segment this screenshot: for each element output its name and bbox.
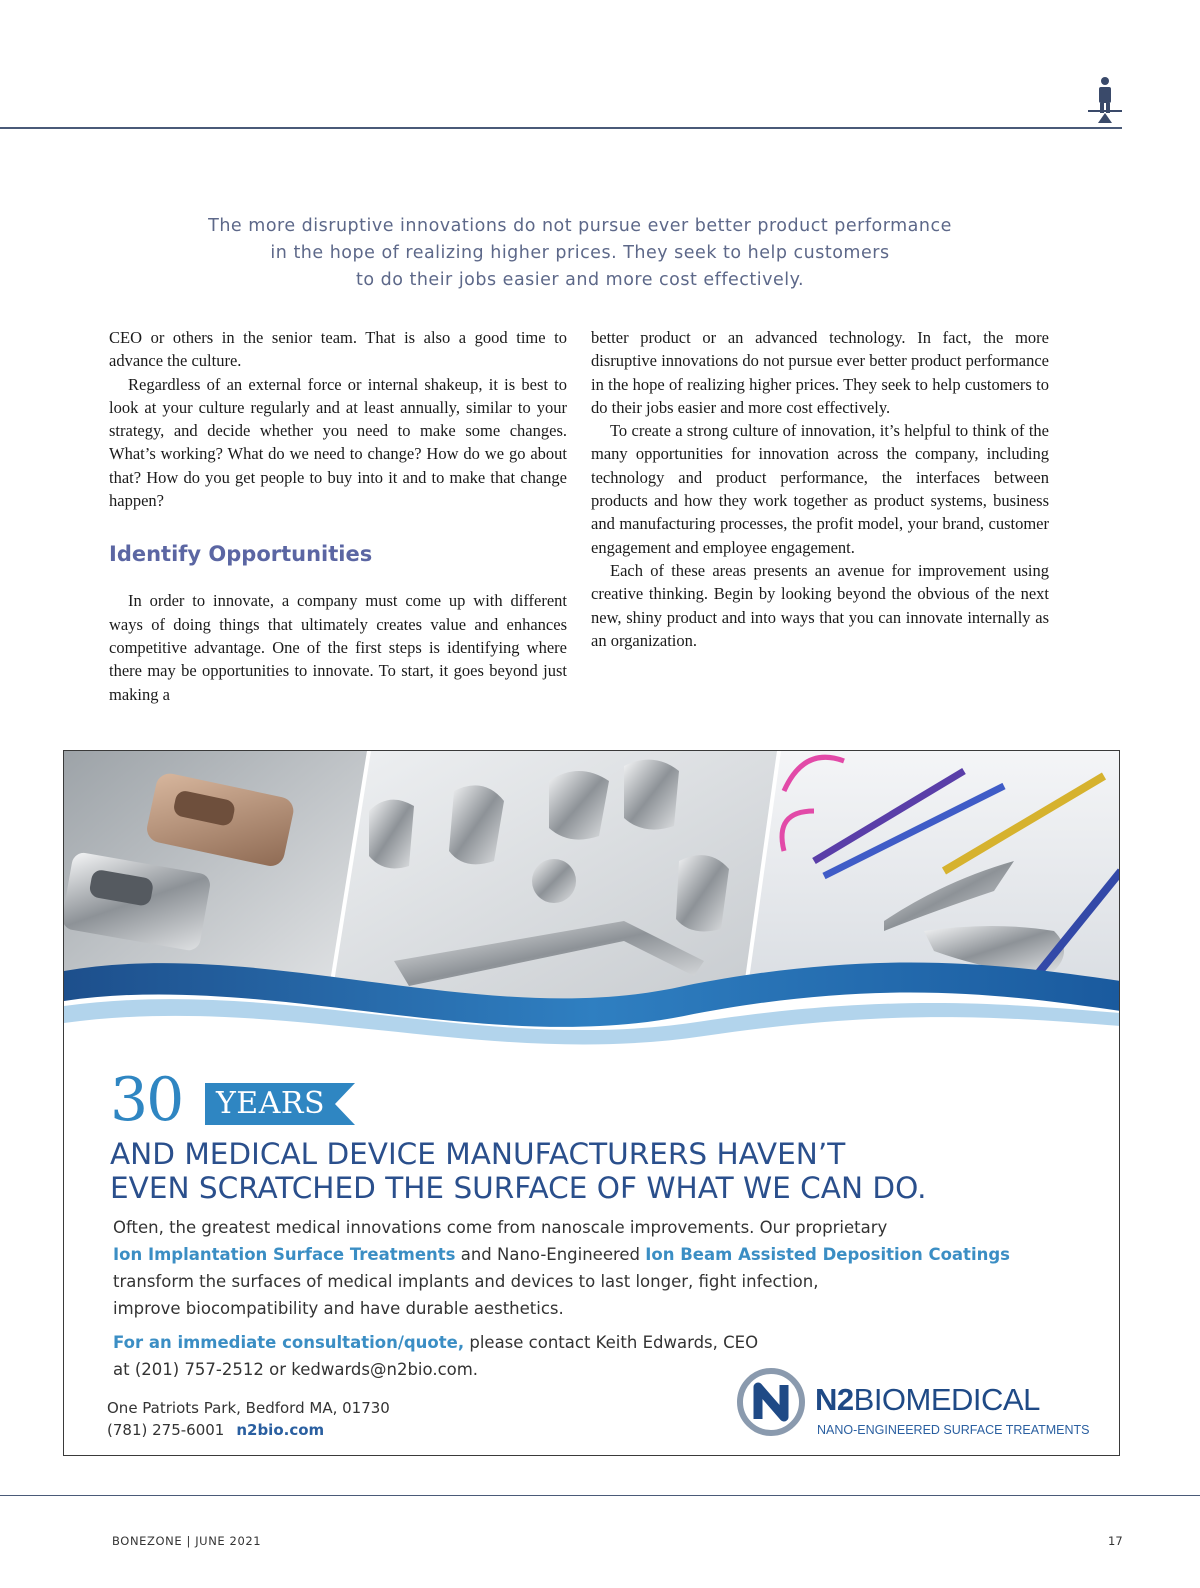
- article-column-left: [109, 326, 567, 706]
- medical-devices-photo: [64, 751, 1120, 1071]
- header-rule: [0, 127, 1122, 129]
- ad-phone-line: [107, 1419, 390, 1441]
- page-number: 17: [1108, 1534, 1123, 1548]
- ad-address-line: One Patriots Park, Bedford MA, 01730: [107, 1399, 390, 1417]
- n2-biomedical-logo-icon: [736, 1367, 806, 1437]
- article-paragraph: Regardless of an external force or internal shakeup, it is best to look at your culture regularly and at least annually, similar to your strategy, and decide whether you need to make some changes. What’s working? What do we need to change? How do we go about that? How do you get people to buy into it and to make that change happen?: [109, 374, 567, 511]
- footer-publication: BONEZONE | JUNE 2021: [112, 1534, 262, 1548]
- ad-contact: [113, 1329, 758, 1383]
- advertisement[interactable]: [63, 750, 1120, 1456]
- pull-quote: [100, 213, 1060, 294]
- ad-phone: (781) 275-6001: [107, 1421, 225, 1439]
- ad-contact-highlight: For an immediate consultation/quote,: [113, 1333, 465, 1352]
- ad-body-line: Often, the greatest medical innovations come from nanoscale improvements. Our proprietary: [113, 1218, 888, 1237]
- article-column-right: [591, 326, 1049, 652]
- article-paragraph: In order to innovate, a company must come up with different ways of doing things that ultimately creates value and enhances competitive advantage. One of the first steps is identifying where there may be opportunities to innovate. To start, it goes beyond just making a: [109, 591, 567, 704]
- section-heading: Identify Opportunities: [109, 542, 373, 567]
- ad-address: [107, 1397, 390, 1441]
- ad-highlight: Ion Beam Assisted Deposition Coatings: [645, 1245, 1010, 1264]
- ad-headline: [110, 1137, 1100, 1205]
- ad-body-text: and Nano-Engineered: [455, 1245, 646, 1264]
- pull-quote-line: to do their jobs easier and more cost effectively.: [355, 270, 805, 290]
- ad-body-line: transform the surfaces of medical implants and devices to last longer, fight infection,: [113, 1272, 819, 1291]
- ad-years-label: YEARS: [216, 1086, 326, 1121]
- ad-contact-line: [113, 1329, 758, 1356]
- ad-headline-line: EVEN SCRATCHED THE SURFACE OF WHAT WE CAN DO.: [110, 1171, 927, 1205]
- ad-body-line: [113, 1241, 1073, 1268]
- brand-name: [815, 1382, 1040, 1418]
- ad-headline-line: AND MEDICAL DEVICE MANUFACTURERS HAVEN’T: [110, 1137, 846, 1171]
- brand-tagline: NANO-ENGINEERED SURFACE TREATMENTS: [817, 1423, 1090, 1437]
- article-paragraph: CEO or others in the senior team. That is also a good time to advance the culture.: [109, 328, 567, 371]
- footer-rule: [0, 1495, 1200, 1496]
- ad-years-number: 30: [110, 1065, 183, 1135]
- ad-body-line: improve biocompatibility and have durable aesthetics.: [113, 1299, 564, 1318]
- article-paragraph: Each of these areas presents an avenue for improvement using creative thinking. Begin by looking beyond the obvious of the next new, shiny product and into ways that you can innovate internally as an organization.: [591, 560, 1049, 650]
- ad-highlight: Ion Implantation Surface Treatments: [113, 1245, 456, 1264]
- brand-name-bold: N2: [815, 1382, 854, 1417]
- article-paragraph: To create a strong culture of innovation, it’s helpful to think of the many opportunities for innovation across the company, including technology and product performance, the interfaces between products and how they work together as product systems, business and manufacturing processes, the profit model, your brand, customer engagement and employee engagement.: [591, 421, 1049, 557]
- ad-body: [113, 1214, 1073, 1322]
- ad-contact-line: at (201) 757-2512 or kedwards@n2bio.com.: [113, 1360, 479, 1379]
- ad-contact-text: please contact Keith Edwards, CEO: [464, 1333, 759, 1352]
- article-paragraph: better product or an advanced technology. In fact, the more disruptive innovations do not pursue ever better product performance in the hope of realizing higher prices. They seek to help customers to do their jobs easier and more cost effectively.: [591, 328, 1049, 417]
- pull-quote-line: in the hope of realizing higher prices. They seek to help customers: [270, 243, 890, 263]
- brand-name-rest: BIOMEDICAL: [853, 1382, 1040, 1417]
- skeleton-logo-icon: [1086, 76, 1124, 124]
- pull-quote-line: The more disruptive innovations do not pursue ever better product performance: [208, 216, 952, 236]
- ad-website-link[interactable]: n2bio.com: [236, 1421, 325, 1439]
